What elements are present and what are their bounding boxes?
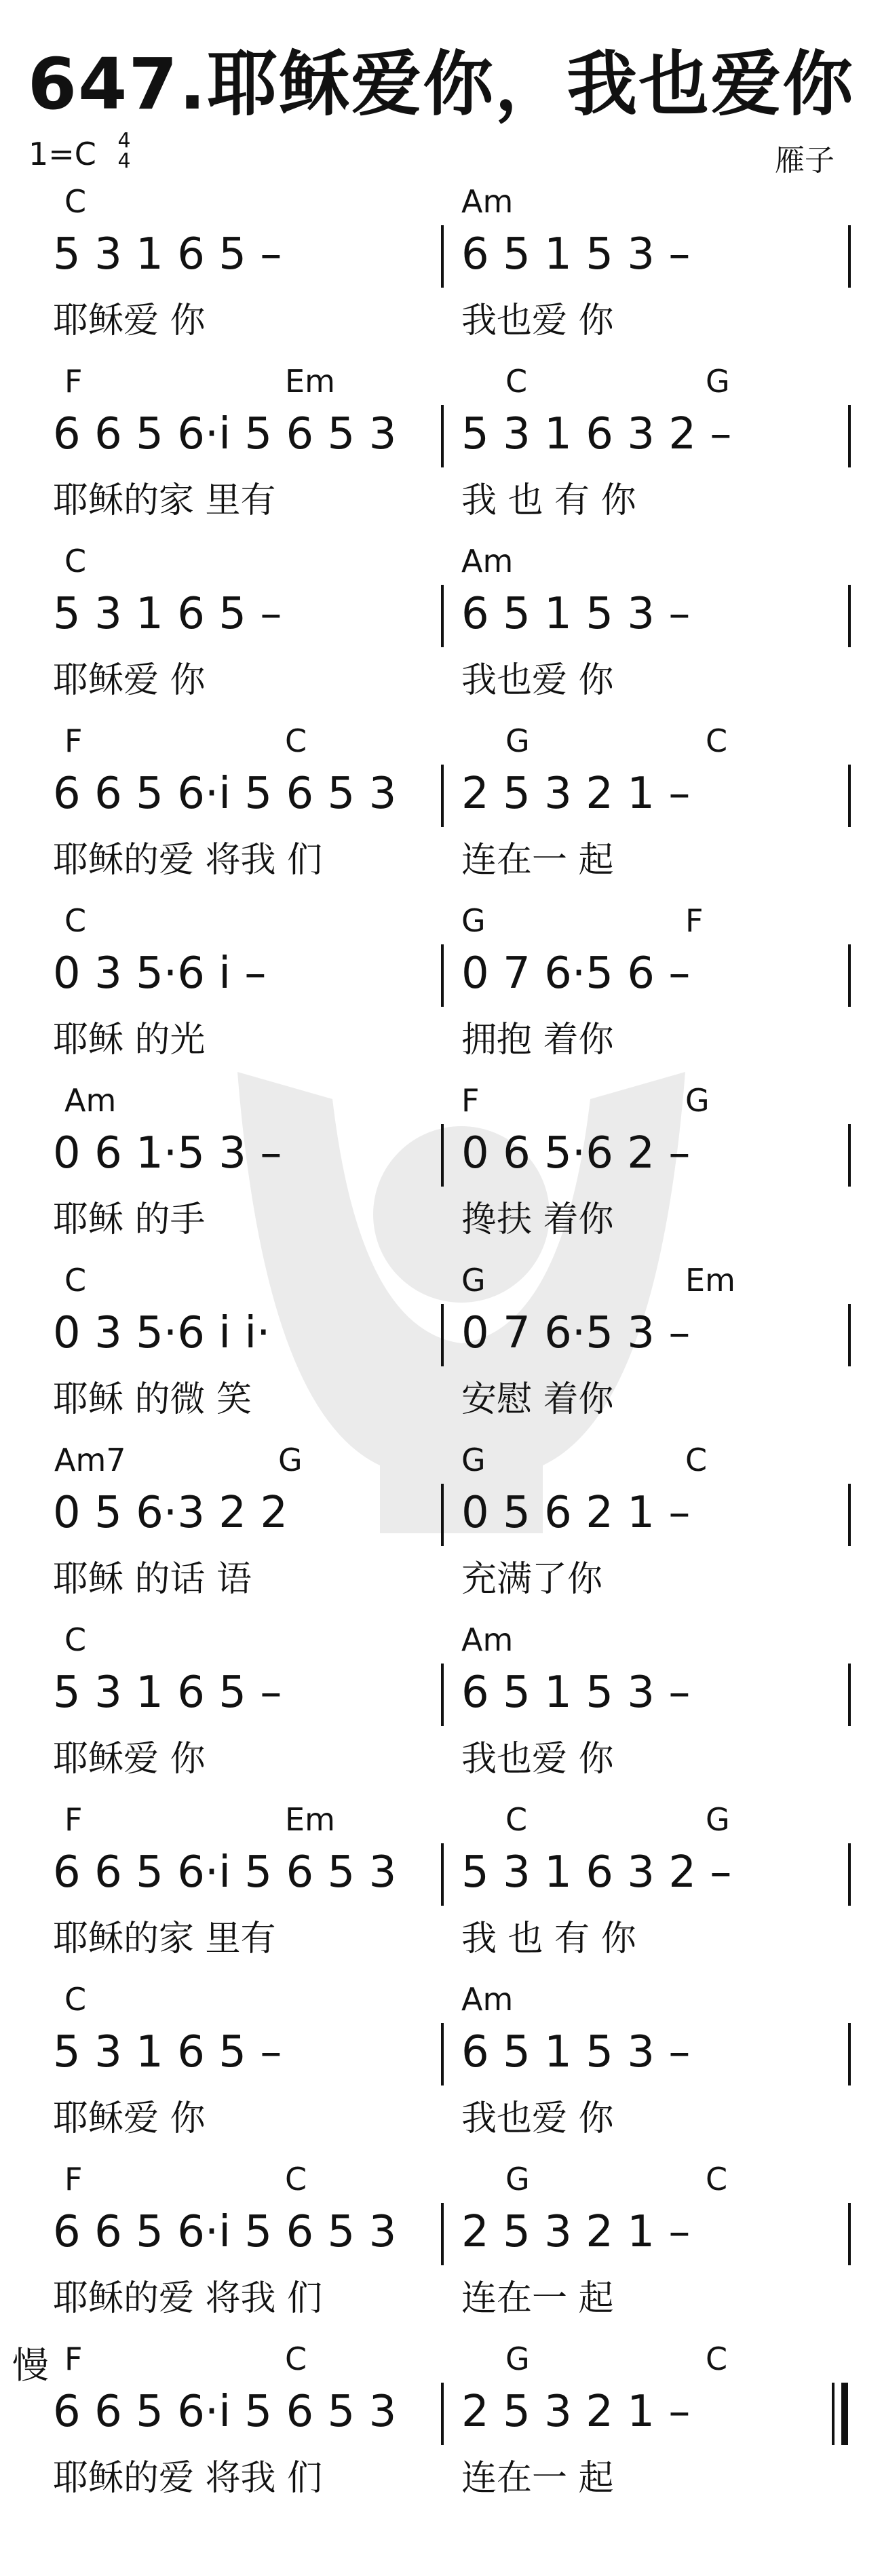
- lyric-line: 耶稣爱 你: [53, 660, 206, 701]
- bar-line: [441, 405, 444, 467]
- chord-symbol: G: [505, 723, 530, 759]
- chord-symbol: C: [64, 1262, 87, 1299]
- notation-measure: 0 5 6 2 1 –: [461, 1488, 691, 1538]
- notation-measure: 5 3 1 6 5 –: [53, 2027, 282, 2077]
- notation-measure: 6 5 1 5 3 –: [461, 589, 691, 639]
- chord-symbol: F: [64, 1801, 83, 1838]
- lyric-line: 耶稣 的手: [53, 1199, 206, 1240]
- lyric-line: 耶稣的爱 将我 们: [53, 840, 323, 881]
- lyric-line: 耶稣 的微 笑: [53, 1379, 252, 1420]
- notation-measure: 5 3 1 6 5 –: [53, 229, 282, 280]
- chord-symbol: G: [278, 1442, 303, 1478]
- bar-line: [441, 2023, 444, 2085]
- bar-line: [848, 1124, 851, 1187]
- lyric-line: 耶稣的爱 将我 们: [53, 2278, 323, 2319]
- chord-symbol: Am: [461, 1621, 514, 1658]
- bar-line: [441, 944, 444, 1007]
- chord-symbol: F: [64, 2341, 83, 2377]
- chord-symbol: C: [706, 2161, 728, 2197]
- author: 雁子: [775, 143, 835, 178]
- time-signature: [114, 131, 134, 172]
- bar-line: [441, 585, 444, 647]
- bar-line: [441, 1304, 444, 1366]
- lyric-line: 连在一 起: [461, 840, 614, 881]
- chord-symbol: G: [505, 2161, 530, 2197]
- lyric-line: 耶稣爱 你: [53, 301, 206, 341]
- chord-symbol: Am7: [54, 1442, 126, 1478]
- chord-symbol: Am: [461, 183, 514, 220]
- bar-line: [441, 1484, 444, 1546]
- chord-symbol: C: [285, 2161, 307, 2197]
- notation-measure: 2 5 3 2 1 –: [461, 2387, 691, 2437]
- lyric-line: 我也爱 你: [461, 1739, 614, 1780]
- bar-line: [848, 1304, 851, 1366]
- chord-symbol: F: [64, 363, 83, 400]
- notation-measure: 6 5 1 5 3 –: [461, 2027, 691, 2077]
- lyric-line: 我 也 有 你: [461, 1919, 636, 1959]
- bar-line: [848, 2023, 851, 2085]
- bar-line: [441, 765, 444, 827]
- song-title: 647.耶稣爱你，我也爱你: [27, 43, 855, 126]
- final-bar-line: [841, 2383, 848, 2445]
- notation-measure: 6 6 5 6·i 5 6 5 3: [53, 2387, 397, 2437]
- chord-symbol: C: [706, 723, 728, 759]
- bar-line: [848, 2203, 851, 2265]
- lyric-line: 我也爱 你: [461, 2098, 614, 2139]
- notation-measure: 5 3 1 6 3 2 –: [461, 409, 732, 459]
- bar-line: [848, 585, 851, 647]
- chord-symbol: G: [685, 1082, 710, 1119]
- bar-line: [441, 1664, 444, 1726]
- bar-line: [848, 944, 851, 1007]
- chord-symbol: C: [285, 2341, 307, 2377]
- bar-line: [441, 1843, 444, 1906]
- notation-measure: 6 5 1 5 3 –: [461, 1668, 691, 1718]
- bar-line: [441, 2383, 444, 2445]
- lyric-line: 耶稣的爱 将我 们: [53, 2458, 323, 2499]
- bar-line: [848, 1843, 851, 1906]
- notation-measure: 0 7 6·5 3 –: [461, 1308, 691, 1358]
- bar-line: [848, 225, 851, 288]
- chord-symbol: C: [505, 1801, 528, 1838]
- bar-line: [441, 1124, 444, 1187]
- chord-symbol: Am: [461, 543, 514, 579]
- notation-measure: 6 5 1 5 3 –: [461, 229, 691, 280]
- time-signature-top: 4: [117, 129, 131, 153]
- chord-symbol: C: [706, 2341, 728, 2377]
- bar-line: [441, 2203, 444, 2265]
- lyric-line: 安慰 着你: [461, 1379, 614, 1420]
- notation-measure: 0 5 6·3 2 2: [53, 1488, 288, 1538]
- notation-measure: 6 6 5 6·i 5 6 5 3: [53, 409, 397, 459]
- final-bar-thin: [832, 2383, 835, 2445]
- chord-symbol: G: [706, 1801, 730, 1838]
- chord-symbol: F: [64, 723, 83, 759]
- lyric-line: 耶稣的家 里有: [53, 1919, 276, 1959]
- chord-symbol: Am: [64, 1082, 117, 1119]
- chord-symbol: C: [64, 902, 87, 939]
- lyric-line: 耶稣爱 你: [53, 1739, 206, 1780]
- chord-symbol: Em: [285, 1801, 335, 1838]
- lyric-line: 我也爱 你: [461, 660, 614, 701]
- tempo-mark-slow: 慢: [12, 2344, 49, 2387]
- chord-symbol: F: [461, 1082, 480, 1119]
- notation-measure: 6 6 5 6·i 5 6 5 3: [53, 2207, 397, 2257]
- chord-symbol: G: [461, 1442, 486, 1478]
- chord-symbol: C: [64, 1621, 87, 1658]
- lyric-line: 拥抱 着你: [461, 1020, 614, 1060]
- chord-symbol: Em: [285, 363, 335, 400]
- time-signature-bottom: 4: [117, 149, 131, 173]
- notation-measure: 5 3 1 6 5 –: [53, 589, 282, 639]
- chord-symbol: C: [64, 1981, 87, 2018]
- lyric-line: 充满了你: [461, 1559, 603, 1600]
- lyric-line: 连在一 起: [461, 2278, 614, 2319]
- notation-measure: 0 7 6·5 6 –: [461, 948, 691, 999]
- notation-measure: 0 6 1·5 3 –: [53, 1128, 282, 1178]
- key-signature: 1=C: [28, 136, 96, 172]
- lyric-line: 耶稣爱 你: [53, 2098, 206, 2139]
- bar-line: [848, 1484, 851, 1546]
- chord-symbol: C: [285, 723, 307, 759]
- chord-symbol: C: [64, 543, 87, 579]
- chord-symbol: C: [505, 363, 528, 400]
- notation-measure: 0 6 5·6 2 –: [461, 1128, 691, 1178]
- bar-line: [848, 405, 851, 467]
- bar-line: [848, 765, 851, 827]
- chord-symbol: G: [505, 2341, 530, 2377]
- lyric-line: 耶稣 的话 语: [53, 1559, 252, 1600]
- notation-measure: 2 5 3 2 1 –: [461, 2207, 691, 2257]
- lyric-line: 搀扶 着你: [461, 1199, 614, 1240]
- notation-measure: 0 3 5·6 i i·: [53, 1308, 271, 1358]
- lyric-line: 耶稣的家 里有: [53, 480, 276, 521]
- chord-symbol: Em: [685, 1262, 735, 1299]
- chord-symbol: G: [461, 902, 486, 939]
- chord-symbol: C: [64, 183, 87, 220]
- chord-symbol: C: [685, 1442, 708, 1478]
- lyric-line: 我 也 有 你: [461, 480, 636, 521]
- chord-symbol: G: [461, 1262, 486, 1299]
- lyric-line: 耶稣 的光: [53, 1020, 206, 1060]
- chord-symbol: F: [685, 902, 704, 939]
- notation-measure: 2 5 3 2 1 –: [461, 769, 691, 819]
- notation-measure: 0 3 5·6 i –: [53, 948, 267, 999]
- chord-symbol: Am: [461, 1981, 514, 2018]
- notation-measure: 5 3 1 6 5 –: [53, 1668, 282, 1718]
- lyric-line: 连在一 起: [461, 2458, 614, 2499]
- notation-measure: 5 3 1 6 3 2 –: [461, 1847, 732, 1898]
- chord-symbol: G: [706, 363, 730, 400]
- bar-line: [441, 225, 444, 288]
- bar-line: [848, 1664, 851, 1726]
- notation-measure: 6 6 5 6·i 5 6 5 3: [53, 1847, 397, 1898]
- chord-symbol: F: [64, 2161, 83, 2197]
- notation-measure: 6 6 5 6·i 5 6 5 3: [53, 769, 397, 819]
- lyric-line: 我也爱 你: [461, 301, 614, 341]
